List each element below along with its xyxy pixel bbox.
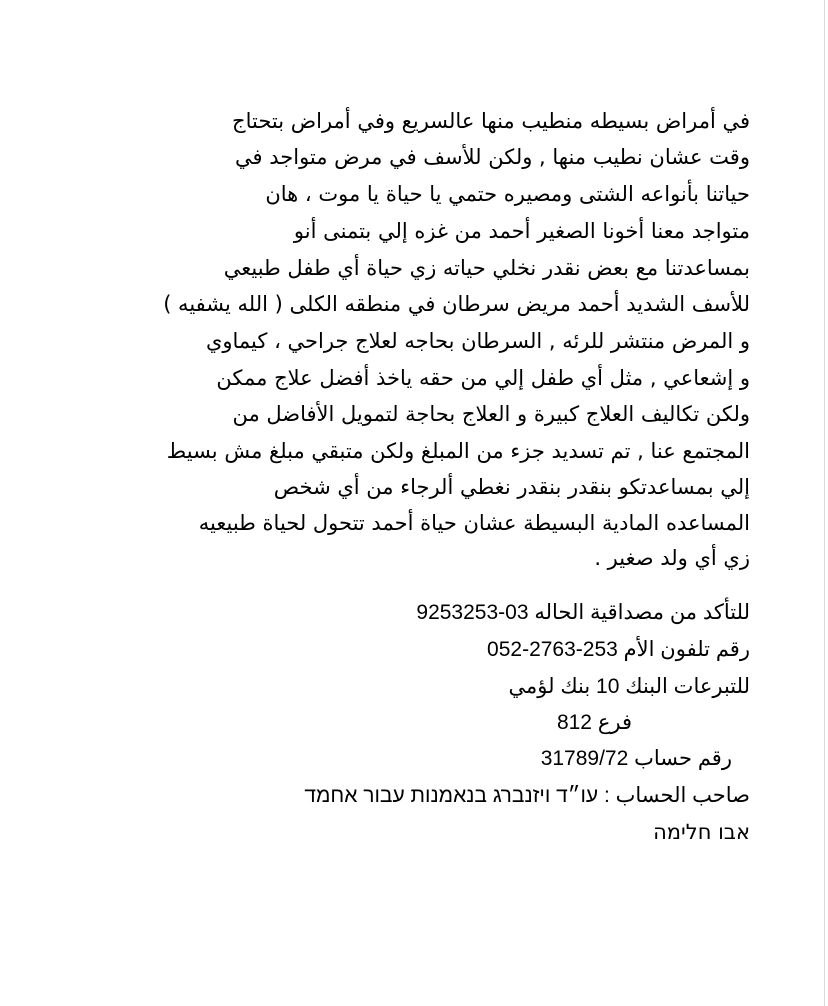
paragraph-line-12: المساعده المادية البسيطة عشان حياة أحمد تتحول لحياة طبيعيه bbox=[198, 511, 750, 535]
paragraph-line-11: إلي بمساعدتكو بنقدر بنقدر نغطي ألرجاء من أي شخص bbox=[273, 475, 750, 499]
paragraph-line-3: حياتنا بأنواعه الشتى ومصيره حتمي يا حياة يا موت ، هان bbox=[265, 182, 750, 206]
paragraph-line-2: وقت عشان نطيب منها , ولكن للأسف في مرض متواجد في bbox=[235, 145, 750, 169]
bank-line: للتبرعات البنك 10 بنك لؤمي bbox=[508, 675, 750, 698]
branch-line: فرع 812 bbox=[556, 711, 632, 734]
paragraph-line-8: و إشعاعي , مثل أي طفل إلي من حقه ياخذ أفضل علاج ممكن bbox=[216, 366, 750, 390]
paragraph-line-5: بمساعدتنا مع بعض نقدر نخلي حياته زي حياة أي طفل طبيعي bbox=[223, 256, 750, 280]
account-holder-name-line: אבו חלימה bbox=[653, 820, 750, 844]
paragraph-line-13: زي أي ولد صغير . bbox=[594, 546, 750, 570]
account-number-line: رقم حساب 31789/72 bbox=[540, 747, 732, 770]
account-holder-line: صاحب الحساب : עו״ד ויזנברג בנאמנות עבור אחמד bbox=[304, 784, 750, 807]
paragraph-line-6: للأسف الشديد أحمد مريض سرطان في منطقه الكلى ( الله يشفيه ) bbox=[163, 292, 750, 316]
paragraph-line-1: في أمراض بسيطه منطيب منها عالسريع وفي أمراض بتحتاج bbox=[232, 109, 750, 133]
paragraph-line-4: متواجد معنا أخونا الصغير أحمد من غزه إلي بتمنى أنو bbox=[293, 219, 750, 243]
mother-phone-line: رقم تلفون الأم 253-2763-052 bbox=[487, 638, 750, 661]
verify-phone-line: للتأكد من مصداقية الحاله 03-9253253 bbox=[416, 601, 750, 624]
paragraph-line-10: المجتمع عنا , تم تسديد جزء من المبلغ ولكن متبقي مبلغ مش بسيط bbox=[166, 439, 750, 463]
paragraph-line-7: و المرض منتشر للرئه , السرطان بحاجه لعلاج جراحي ، كيماوي bbox=[205, 329, 750, 353]
paragraph-line-9: ولكن تكاليف العلاج كبيرة و العلاج بحاجة لتمويل الأفاضل من bbox=[232, 402, 750, 426]
